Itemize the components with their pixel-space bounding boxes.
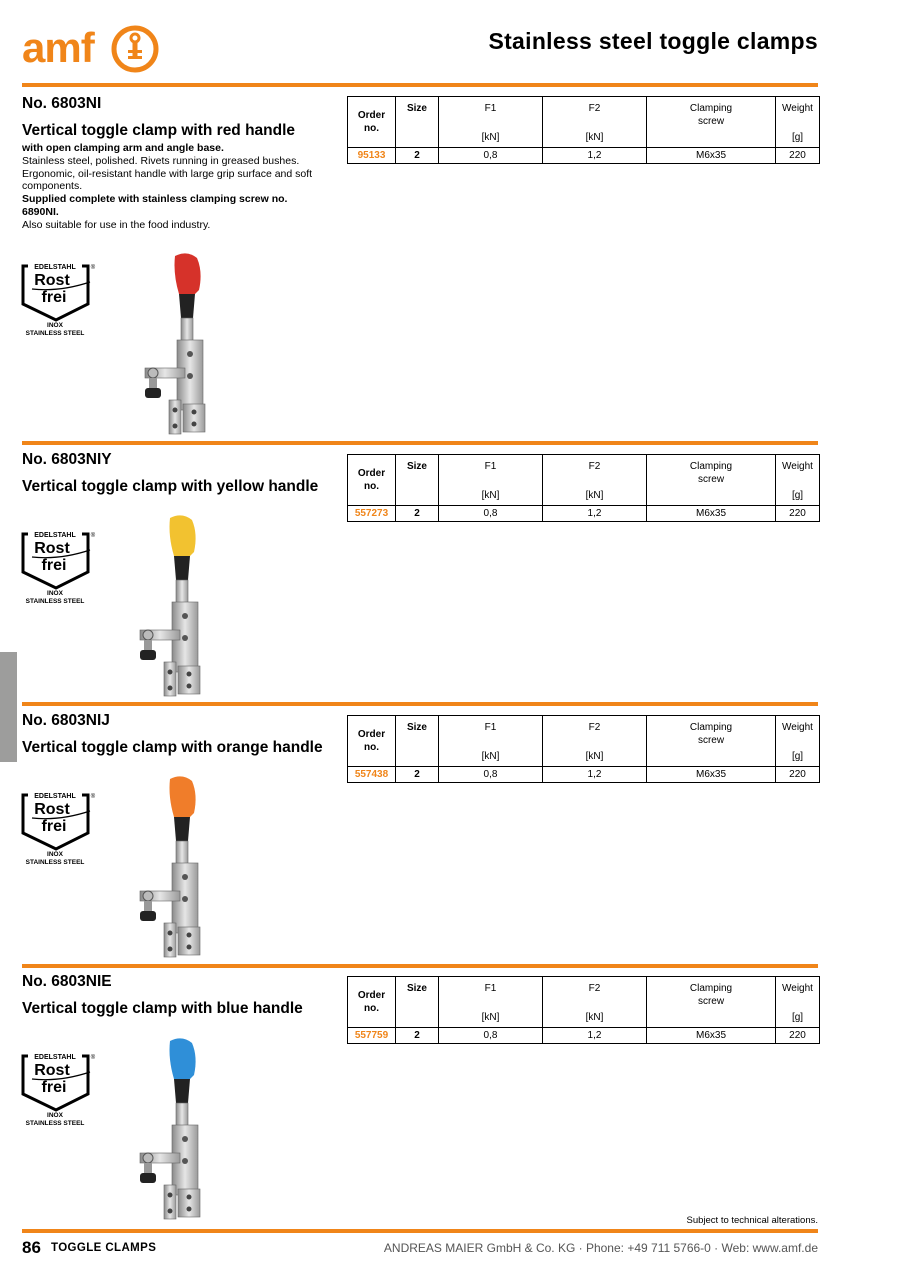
cell-f1: 0,8 <box>439 1028 543 1044</box>
cell-size: 2 <box>396 767 439 783</box>
cell-size: 2 <box>396 506 439 522</box>
cell-screw: M6x35 <box>647 767 776 783</box>
header-label: Weight <box>782 983 813 994</box>
badge-inox: INOX <box>47 590 63 597</box>
table-row <box>348 506 820 522</box>
header-label: Weight <box>782 103 813 114</box>
badge-stainless: STAINLESS STEEL <box>25 1120 85 1127</box>
badge-line2: frei <box>41 557 67 574</box>
header-label: F2 <box>588 722 601 733</box>
column-header-order <box>348 455 396 506</box>
footer-company-info: ANDREAS MAIER GmbH & Co. KG · Phone: +49 711 5766-0 · Web: www.amf.de <box>383 1241 818 1255</box>
cell-f1: 0,8 <box>439 767 543 783</box>
toggle-clamp-icon <box>130 1035 220 1225</box>
product-number: No. 6803NIJ <box>22 712 110 729</box>
header-label: Order no. <box>357 990 386 1014</box>
column-header-f1 <box>439 455 543 506</box>
table-header-row <box>348 97 820 148</box>
table-header-row <box>348 455 820 506</box>
badge-top-text: EDELSTAHL <box>34 264 76 271</box>
badge-top-text: EDELSTAHL <box>34 1054 76 1061</box>
badge-reg-mark: ® <box>90 1055 96 1061</box>
section-rule <box>22 441 818 445</box>
badge-line1: Rost <box>34 1062 70 1079</box>
rostfrei-emblem <box>20 262 98 340</box>
cell-order[interactable]: 95133 <box>348 148 396 164</box>
column-header-weight <box>776 455 820 506</box>
badge-inox: INOX <box>47 322 63 329</box>
header-label: F1 <box>484 103 497 114</box>
footer-rule <box>22 1229 818 1233</box>
cell-f2: 1,2 <box>543 506 647 522</box>
header-label: F1 <box>484 983 497 994</box>
column-header-f2 <box>543 716 647 767</box>
toggle-clamp-icon <box>130 773 220 963</box>
product-number: No. 6803NIE <box>22 973 112 990</box>
column-header-weight <box>776 716 820 767</box>
rostfrei-badge <box>20 1052 98 1130</box>
header-rule <box>22 83 818 87</box>
cell-weight: 220 <box>776 767 820 783</box>
header-label: Clamping screw <box>689 103 733 127</box>
header-label: Size <box>406 461 427 472</box>
header-label: F2 <box>588 103 601 114</box>
column-header-size <box>396 97 439 148</box>
section-rule <box>22 964 818 968</box>
column-header-f1 <box>439 977 543 1028</box>
header-unit: [kN] <box>585 490 604 501</box>
header-unit: [kN] <box>585 1012 604 1023</box>
column-header-order <box>348 977 396 1028</box>
cell-screw: M6x35 <box>647 1028 776 1044</box>
badge-top-text: EDELSTAHL <box>34 793 76 800</box>
header-unit: [g] <box>791 1012 804 1023</box>
badge-line2: frei <box>41 818 67 835</box>
column-header-size <box>396 716 439 767</box>
rostfrei-emblem <box>20 1052 98 1130</box>
header-label: Size <box>406 983 427 994</box>
description-bold: Supplied complete with stainless clamping screw no. 6890NI. <box>22 193 288 218</box>
table-row <box>348 1028 820 1044</box>
product-description <box>22 142 322 232</box>
cell-f2: 1,2 <box>543 148 647 164</box>
badge-reg-mark: ® <box>90 533 96 539</box>
column-header-order <box>348 716 396 767</box>
svg-text:amf: amf <box>22 24 94 71</box>
toggle-clamp-icon <box>135 250 225 440</box>
header-label: Clamping screw <box>689 722 733 746</box>
badge-line1: Rost <box>34 272 70 289</box>
column-header-screw <box>647 455 776 506</box>
header-label: Weight <box>782 461 813 472</box>
product-title: Vertical toggle clamp with red handle <box>22 122 296 139</box>
footer-section-name: TOGGLE CLAMPS <box>51 1242 157 1254</box>
header-unit: [kN] <box>585 132 604 143</box>
badge-reg-mark: ® <box>90 265 96 271</box>
badge-line1: Rost <box>34 801 70 818</box>
header-label: Size <box>406 103 427 114</box>
header-unit: [kN] <box>481 490 500 501</box>
badge-line1: Rost <box>34 540 70 557</box>
product-title: Vertical toggle clamp with orange handle <box>22 739 323 756</box>
chapter-side-tab <box>0 652 17 762</box>
header-unit: [g] <box>791 751 804 762</box>
rostfrei-badge <box>20 530 98 608</box>
header-label: F1 <box>484 722 497 733</box>
toggle-clamp-image <box>135 250 225 440</box>
header-label: F2 <box>588 983 601 994</box>
header-unit: [kN] <box>481 1012 500 1023</box>
amf-logo <box>22 24 162 76</box>
product-title: Vertical toggle clamp with blue handle <box>22 1000 303 1017</box>
cell-size: 2 <box>396 148 439 164</box>
header-unit: [g] <box>791 490 804 501</box>
badge-stainless: STAINLESS STEEL <box>25 859 85 866</box>
cell-weight: 220 <box>776 148 820 164</box>
toggle-clamp-image <box>130 512 220 702</box>
column-header-size <box>396 455 439 506</box>
section-rule <box>22 702 818 706</box>
description-text: Also suitable for use in the food industry. <box>22 218 211 231</box>
product-number: No. 6803NIY <box>22 451 112 468</box>
header-label: F2 <box>588 461 601 472</box>
table-header-row <box>348 716 820 767</box>
cell-f1: 0,8 <box>439 506 543 522</box>
header-label: Order no. <box>357 110 386 134</box>
rostfrei-emblem <box>20 791 98 869</box>
toggle-clamp-icon <box>130 512 220 702</box>
badge-line2: frei <box>41 1079 67 1096</box>
cell-f1: 0,8 <box>439 148 543 164</box>
header-unit: [kN] <box>481 751 500 762</box>
header-unit: [kN] <box>481 132 500 143</box>
header-unit: [kN] <box>585 751 604 762</box>
column-header-f2 <box>543 97 647 148</box>
badge-stainless: STAINLESS STEEL <box>25 598 85 605</box>
spec-table <box>347 454 820 522</box>
header-label: Clamping screw <box>689 461 733 485</box>
cell-order[interactable]: 557273 <box>348 506 396 522</box>
badge-stainless: STAINLESS STEEL <box>25 330 85 337</box>
header-label: Order no. <box>357 729 386 753</box>
column-header-f2 <box>543 977 647 1028</box>
column-header-weight <box>776 97 820 148</box>
cell-screw: M6x35 <box>647 506 776 522</box>
column-header-screw <box>647 716 776 767</box>
rostfrei-badge <box>20 791 98 869</box>
header-unit: [g] <box>791 132 804 143</box>
table-row <box>348 148 820 164</box>
header-label: Clamping screw <box>689 983 733 1007</box>
toggle-clamp-image <box>130 1035 220 1225</box>
header-label: Weight <box>782 722 813 733</box>
badge-inox: INOX <box>47 851 63 858</box>
header-label: Size <box>406 722 427 733</box>
table-row <box>348 767 820 783</box>
cell-f2: 1,2 <box>543 767 647 783</box>
column-header-order <box>348 97 396 148</box>
cell-size: 2 <box>396 1028 439 1044</box>
description-bold: with open clamping arm and angle base. <box>22 142 224 154</box>
column-header-screw <box>647 977 776 1028</box>
spec-table <box>347 96 820 164</box>
spec-table <box>347 715 820 783</box>
toggle-clamp-image <box>130 773 220 963</box>
badge-inox: INOX <box>47 1112 63 1119</box>
column-header-screw <box>647 97 776 148</box>
column-header-size <box>396 977 439 1028</box>
product-number: No. 6803NI <box>22 95 102 112</box>
cell-order[interactable]: 557759 <box>348 1028 396 1044</box>
cell-weight: 220 <box>776 506 820 522</box>
cell-weight: 220 <box>776 1028 820 1044</box>
page-title: Stainless steel toggle clamps <box>488 28 818 54</box>
badge-line2: frei <box>41 289 67 306</box>
column-header-f2 <box>543 455 647 506</box>
alterations-note: Subject to technical alterations. <box>686 1215 818 1226</box>
description-text: Stainless steel, polished. Rivets running in greased bushes. Ergonomic, oil-resistant handle with large grip surface and soft components. <box>22 154 313 193</box>
badge-top-text: EDELSTAHL <box>34 532 76 539</box>
column-header-f1 <box>439 97 543 148</box>
column-header-weight <box>776 977 820 1028</box>
cell-screw: M6x35 <box>647 148 776 164</box>
product-title: Vertical toggle clamp with yellow handle <box>22 478 319 495</box>
table-header-row <box>348 977 820 1028</box>
column-header-f1 <box>439 716 543 767</box>
badge-reg-mark: ® <box>90 794 96 800</box>
header-label: F1 <box>484 461 497 472</box>
rostfrei-emblem <box>20 530 98 608</box>
header-label: Order no. <box>357 468 386 492</box>
rostfrei-badge <box>20 262 98 340</box>
page-number: 86 <box>22 1238 41 1257</box>
spec-table <box>347 976 820 1044</box>
cell-order[interactable]: 557438 <box>348 767 396 783</box>
cell-f2: 1,2 <box>543 1028 647 1044</box>
